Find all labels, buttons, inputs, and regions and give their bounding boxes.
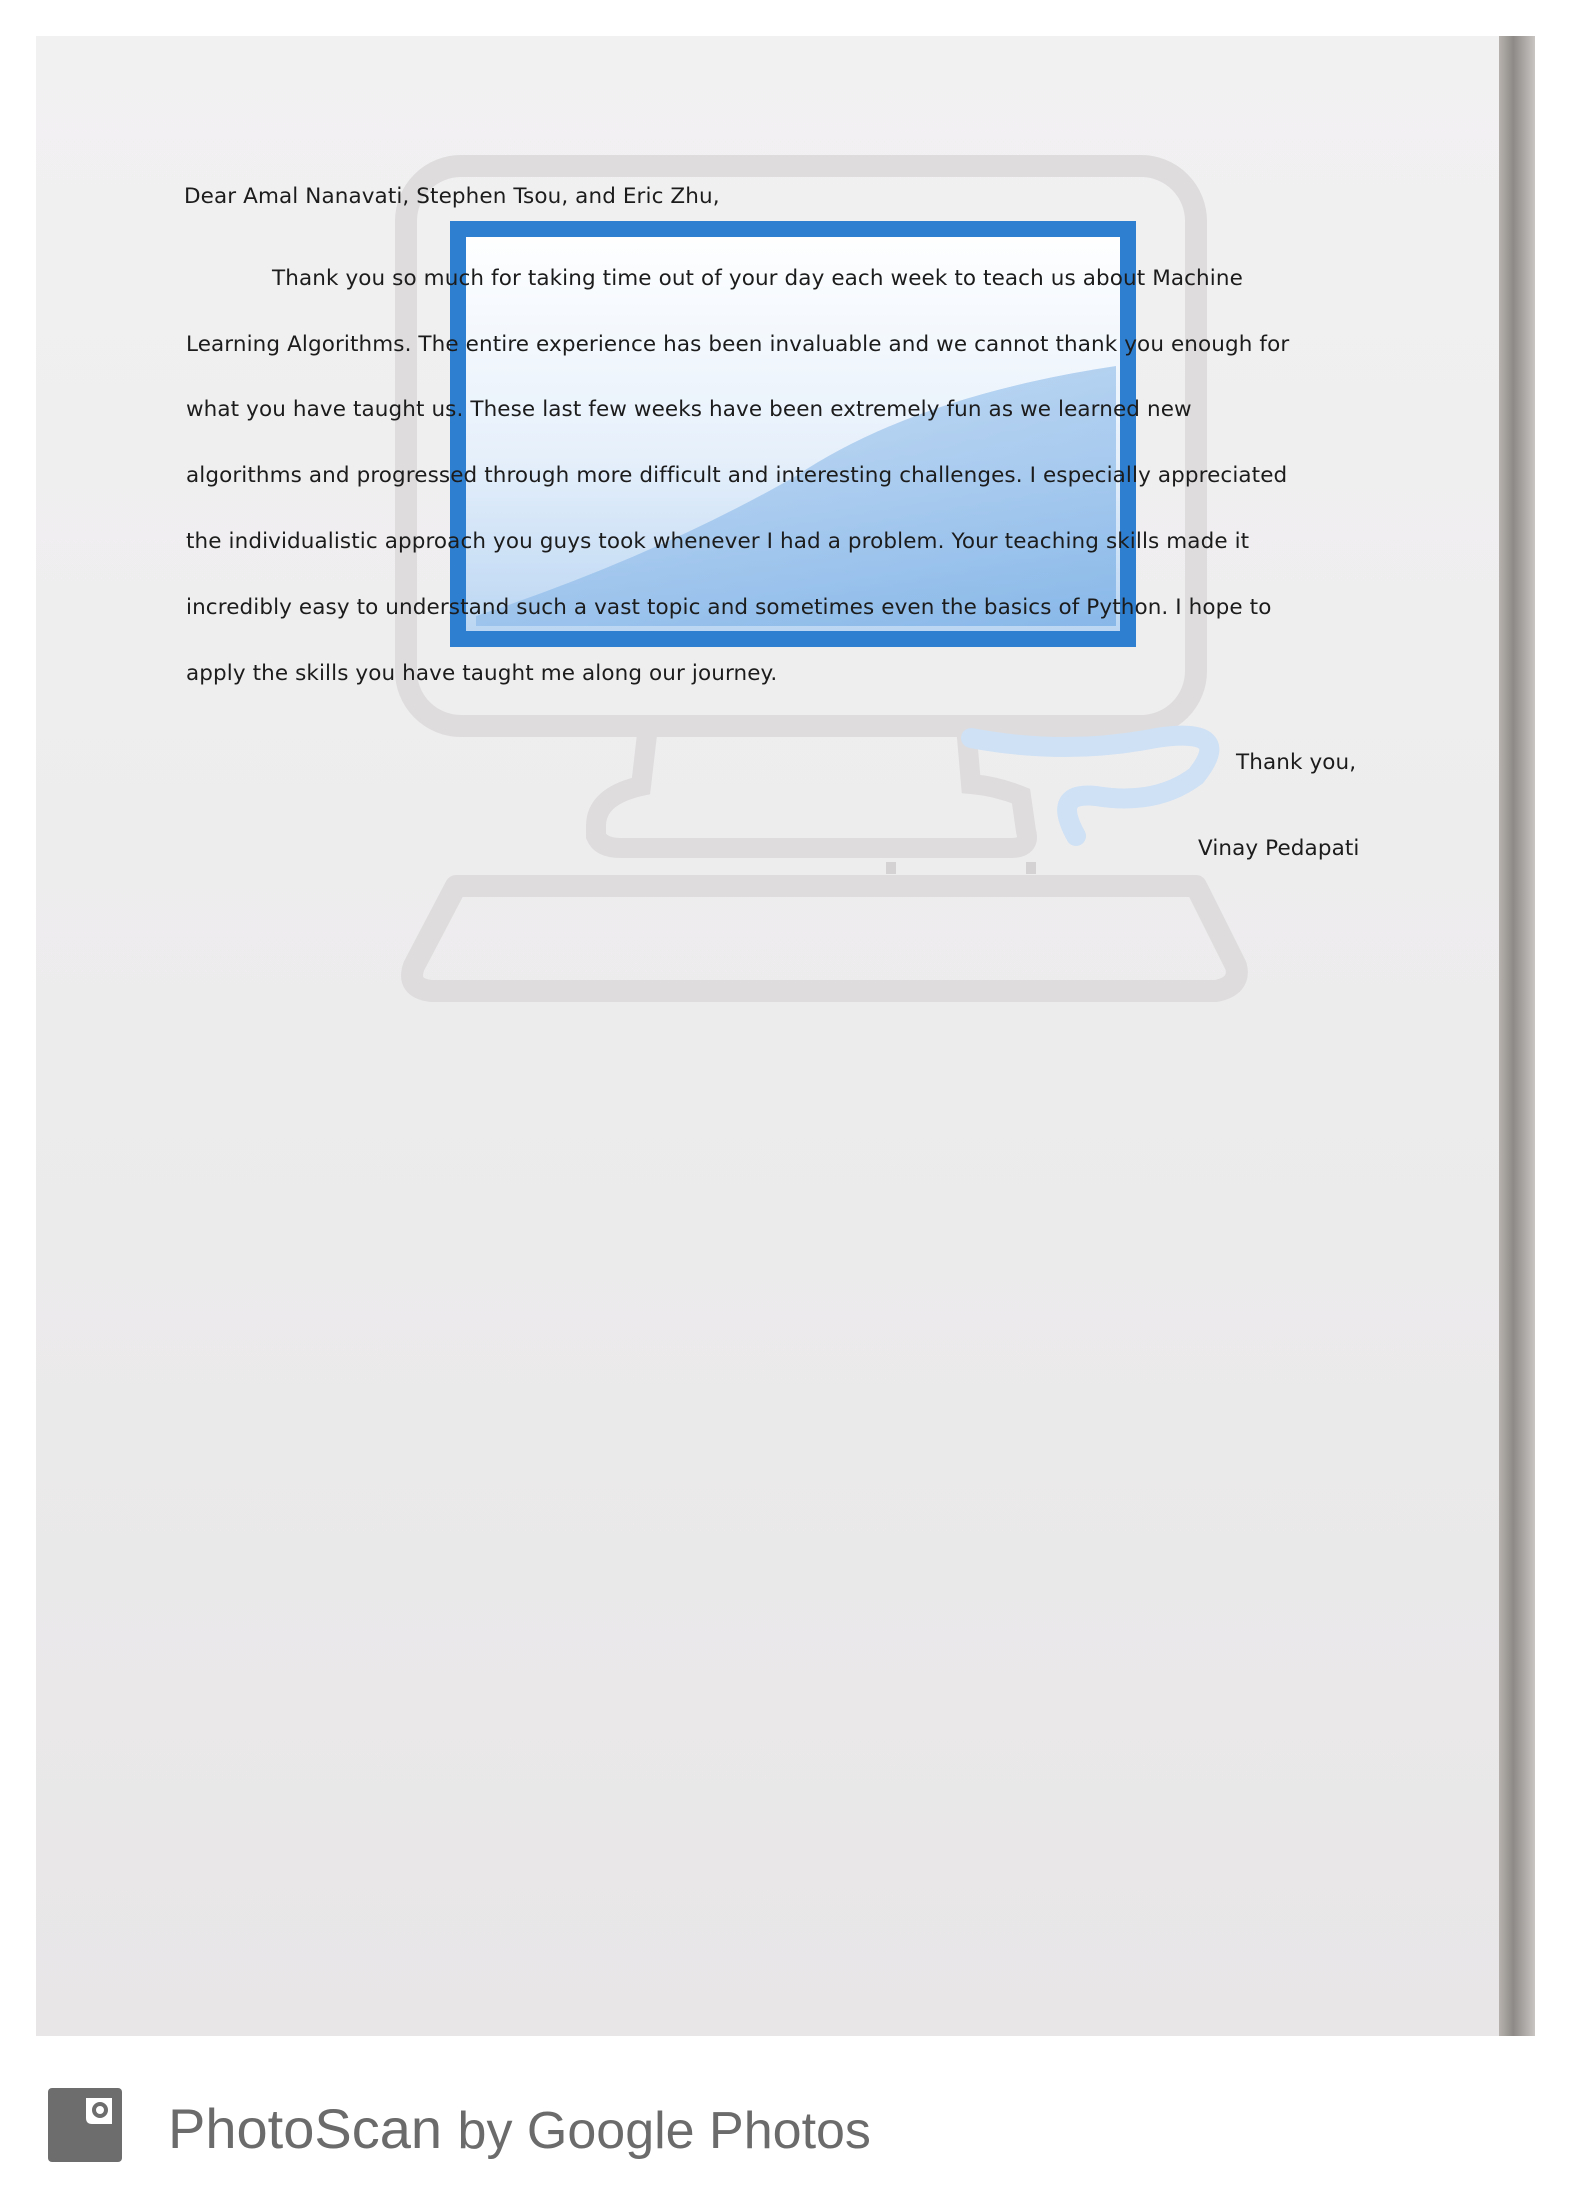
scan-edge-shadow bbox=[1499, 36, 1535, 2036]
letter-body-line: Thank you so much for taking time out of your day each week to teach us about Machine bbox=[272, 266, 1243, 291]
letter-body-line: algorithms and progressed through more difficult and interesting challenges. I especially appreciated bbox=[186, 463, 1288, 488]
letter-body-line: apply the skills you have taught me along our journey. bbox=[186, 661, 778, 686]
letter-body-line: Learning Algorithms. The entire experience has been invaluable and we cannot thank you enough for bbox=[186, 332, 1290, 357]
letter-body-line: what you have taught us. These last few weeks have been extremely fun as we learned new bbox=[186, 397, 1192, 422]
letter-closing: Thank you, bbox=[1236, 750, 1357, 775]
photoscan-footer bbox=[0, 2036, 1574, 2207]
letter-body-line: the individualistic approach you guys took whenever I had a problem. Your teaching skills made it bbox=[186, 529, 1250, 554]
letter-greeting: Dear Amal Nanavati, Stephen Tsou, and Eric Zhu, bbox=[184, 184, 720, 209]
letter-signature: Vinay Pedapati bbox=[1198, 836, 1360, 861]
letter bbox=[36, 36, 1535, 2036]
photoscan-icon bbox=[48, 2088, 122, 2162]
photoscan-wordmark bbox=[168, 2096, 871, 2161]
photoscan-brand: PhotoScan bbox=[168, 2097, 442, 2160]
letter-body-line: incredibly easy to understand such a vast topic and sometimes even the basics of Python. I hope to bbox=[186, 595, 1272, 620]
photoscan-suffix: by Google Photos bbox=[457, 2102, 871, 2160]
scanned-page bbox=[36, 36, 1535, 2036]
